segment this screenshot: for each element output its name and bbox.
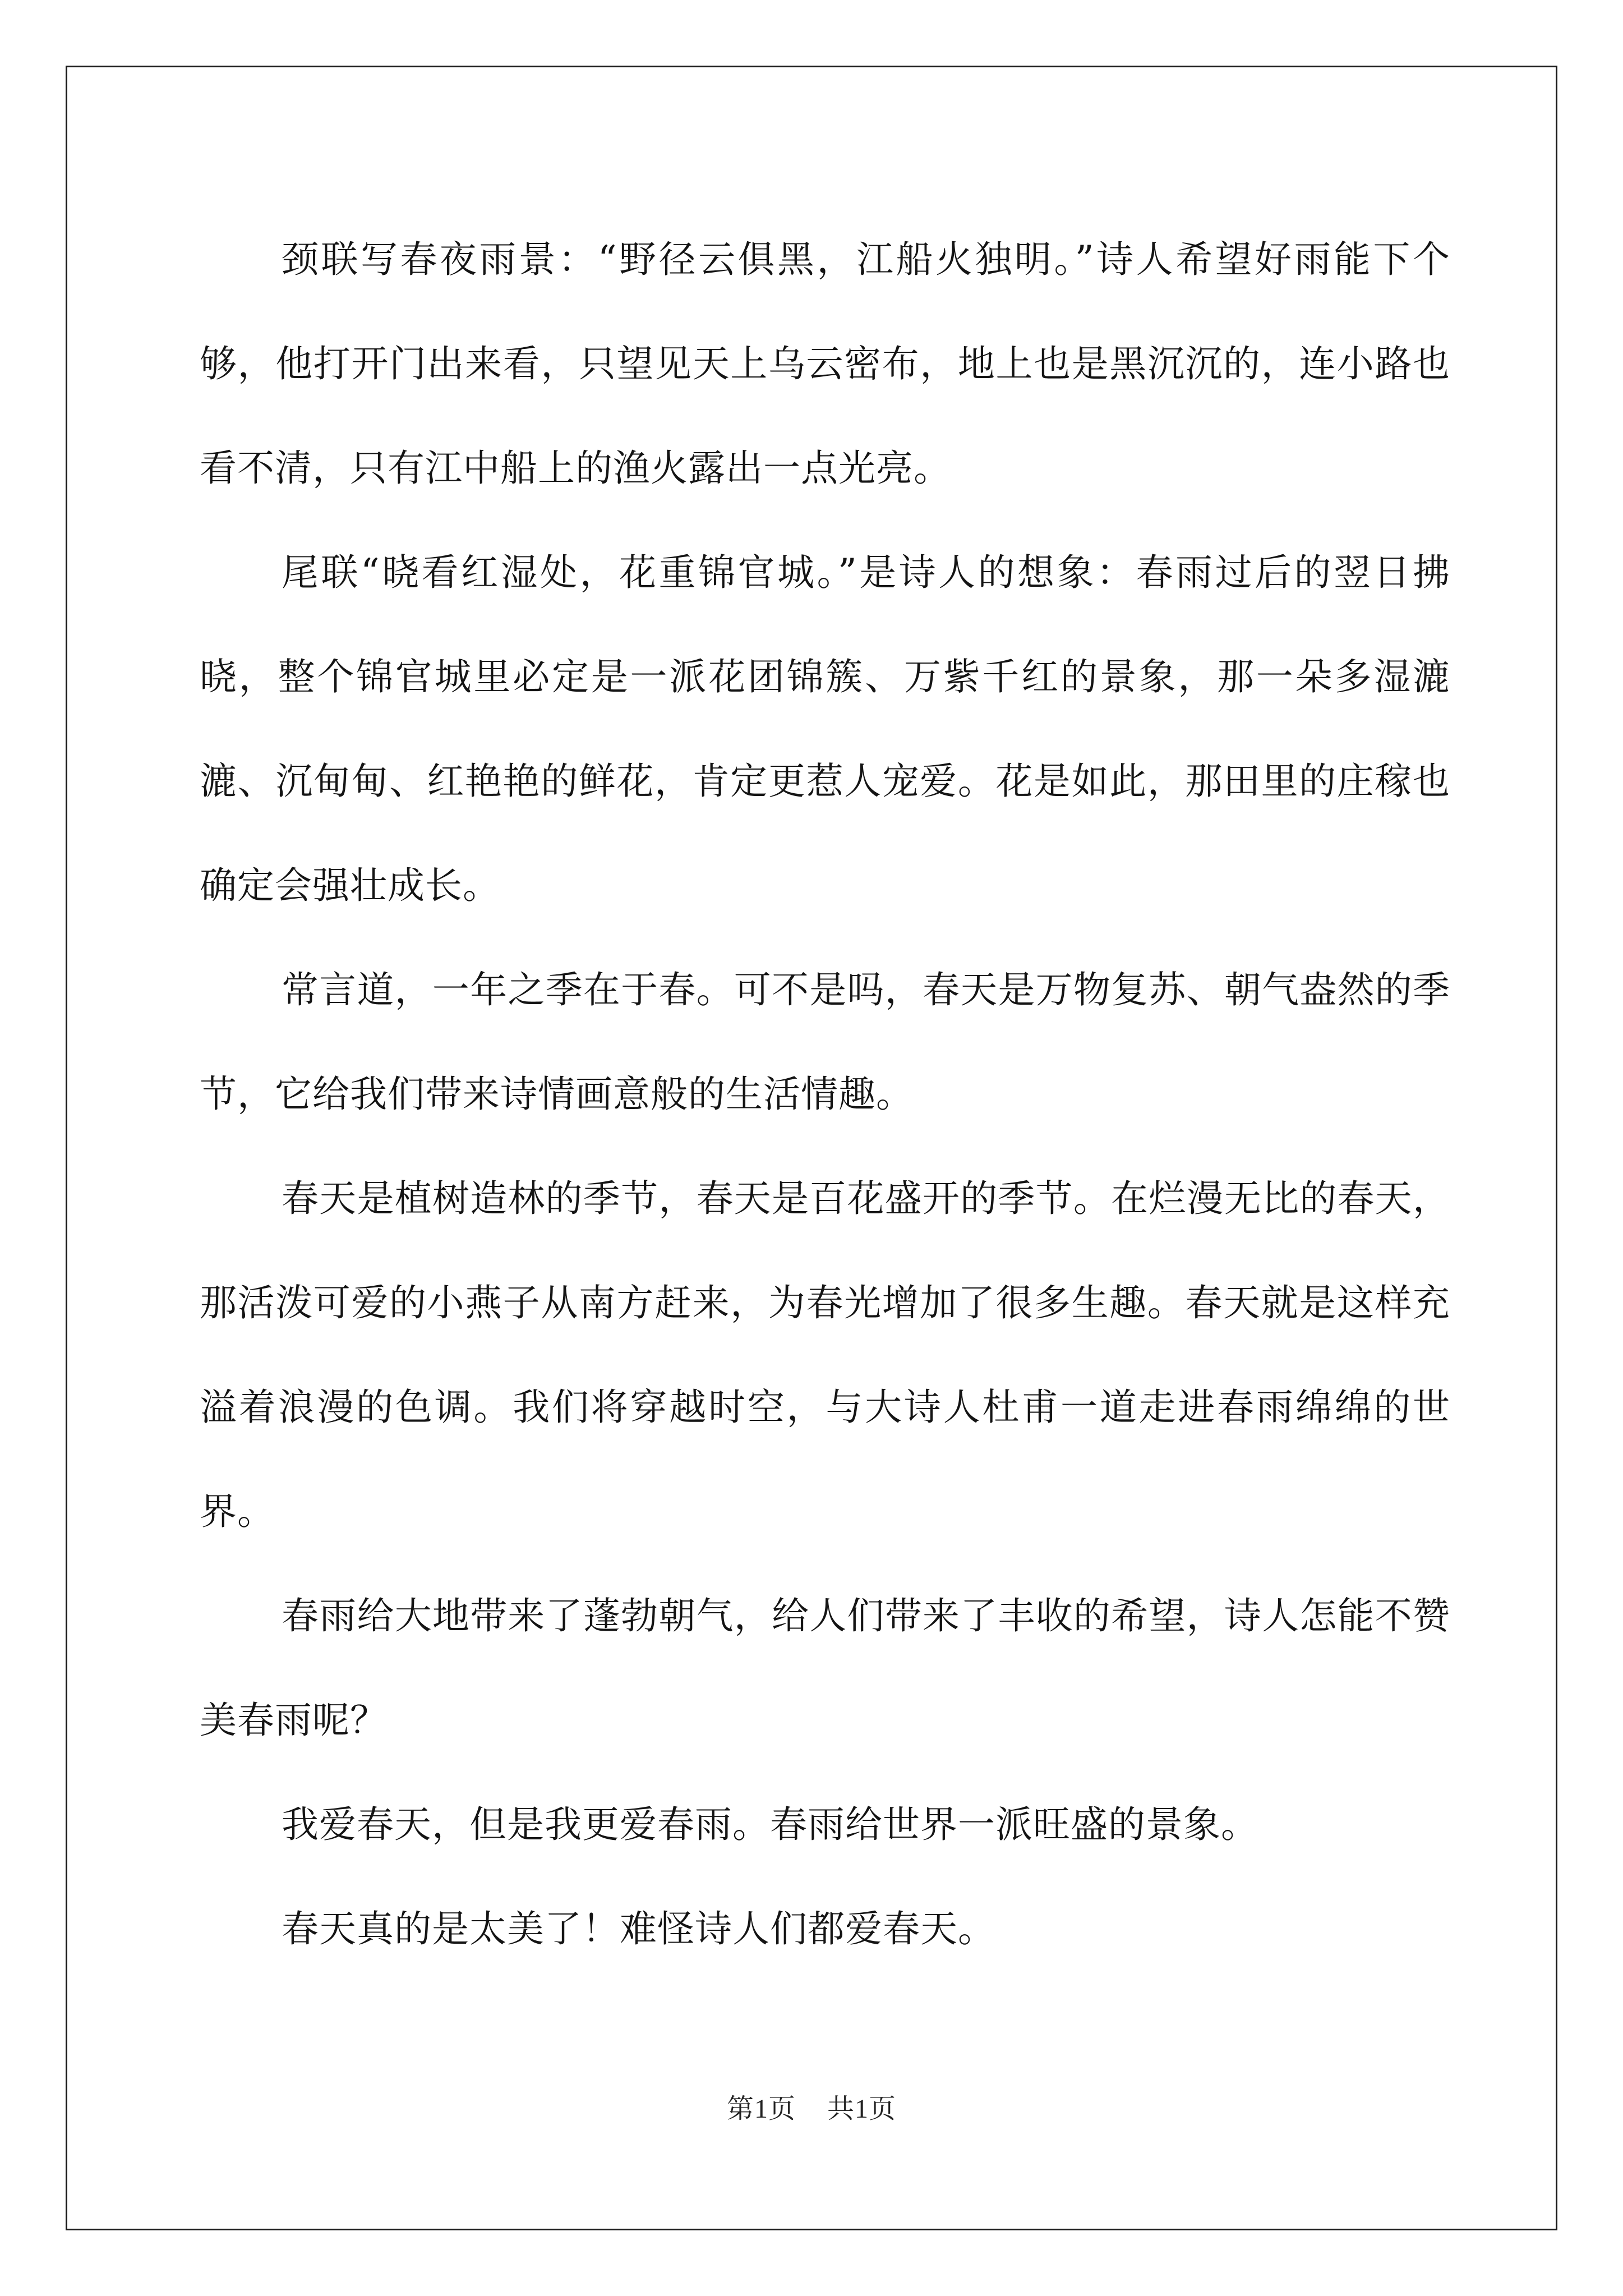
paragraph: 颈联写春夜雨景：“野径云俱黑，江船火独明。”诗人希望好雨能下个够，他打开门出来看，只望见天上乌云密布，地上也是黑沉沉的，连小路也看不清，只有江中船上的渔火露出一点光亮。 xyxy=(200,238,1450,490)
paragraph: 我爱春天，但是我更爱春雨。春雨给世界一派旺盛的景象。 xyxy=(282,1803,1258,1846)
paragraph: 尾联“晓看红湿处，花重锦官城。”是诗人的想象：春雨过后的翌日拂晓，整个锦官城里必定是一派花团锦簇、万紫千红的景象，那一朵多湿漉漉、沉甸甸、红艳艳的鲜花，肯定更惹人宠爱。花是如此，那田里的庄稼也确定会强壮成长。 xyxy=(200,551,1450,907)
page-footer xyxy=(0,2087,1623,2125)
document-body xyxy=(200,208,1450,1981)
paragraph: 春天是植树造林的季节，春天是百花盛开的季节。在烂漫无比的春天，那活泼可爱的小燕子从南方赶来，为春光增加了很多生趣。春天就是这样充溢着浪漫的色调。我们将穿越时空，与大诗人杜甫一道走进春雨绵绵的世界。 xyxy=(200,1177,1450,1533)
paragraph: 春雨给大地带来了蓬勃朝气，给人们带来了丰收的希望，诗人怎能不赞美春雨呢？ xyxy=(200,1594,1450,1742)
paragraph: 常言道，一年之季在于春。可不是吗，春天是万物复苏、朝气盎然的季节，它给我们带来诗情画意般的生活情趣。 xyxy=(200,968,1450,1116)
page-number: 第1页 xyxy=(726,2094,796,2124)
paragraph: 春天真的是太美了！难怪诗人们都爱春天。 xyxy=(282,1907,995,1950)
page-total: 共1页 xyxy=(827,2094,897,2124)
